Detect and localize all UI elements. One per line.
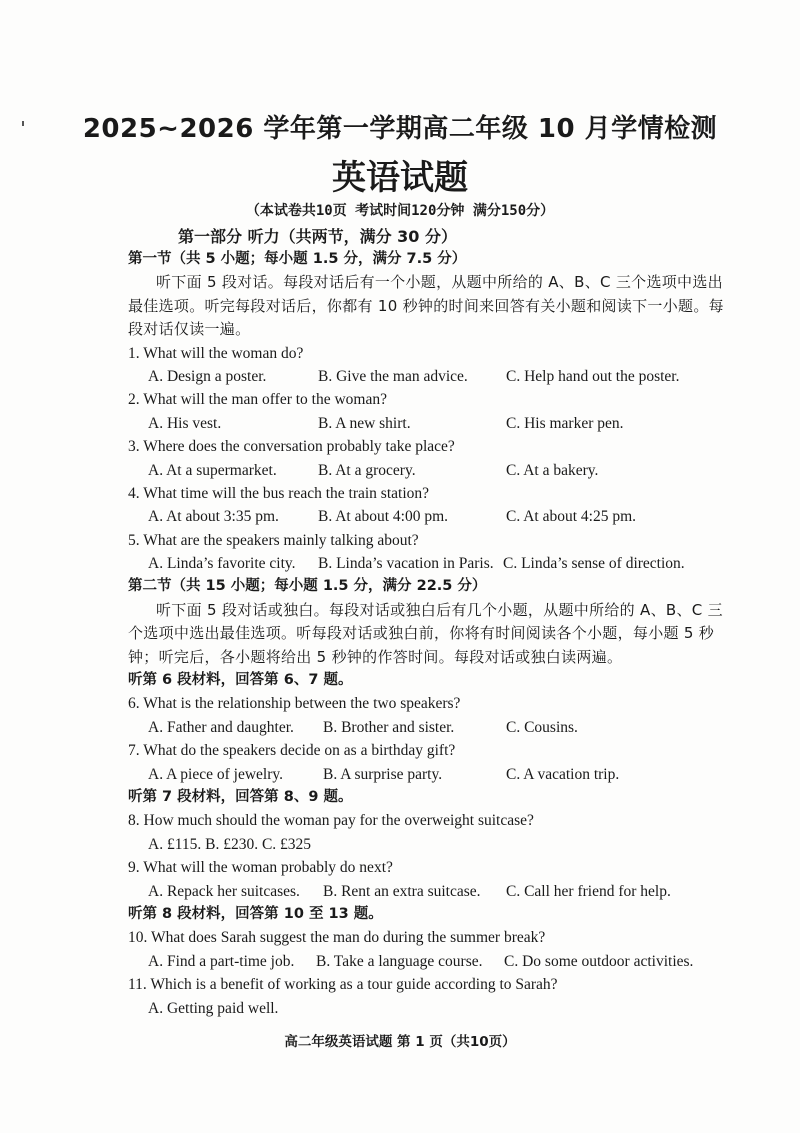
question-options-3 [128, 459, 748, 482]
section1-instructions-line2: 最佳选项。听完每段对话后，你都有 10 秒钟的时间来回答有关小题和阅读下一小题。每 [128, 296, 724, 315]
exam-info: （本试卷共10页 考试时间120分钟 满分150分） [245, 203, 555, 219]
section1-heading: 第一节（共 5 小题；每小题 1.5 分，满分 7.5 分） [128, 251, 467, 267]
section2-instructions-line1: 听下面 5 段对话或独白。每段对话或独白后有几个小题，从题中所给的 A、B、C 三 [156, 600, 723, 619]
option-c: C. Call her friend for help. [506, 882, 671, 900]
question-stem-11: 11. Which is a benefit of working as a tour guide according to Sarah? [128, 976, 558, 994]
question-options-2 [128, 412, 748, 435]
option-a: A. Repack her suitcases. [148, 882, 300, 900]
question-stem-6: 6. What is the relationship between the two speakers? [128, 695, 461, 713]
option-c: C. A vacation trip. [506, 765, 620, 783]
option-c: C. Cousins. [506, 718, 578, 736]
section2-instructions-line3: 钟；听完后，各小题将给出 5 秒钟的作答时间。每段对话或独白读两遍。 [128, 647, 623, 666]
question-options-1 [128, 365, 748, 388]
material-6-heading: 听第 6 段材料，回答第 6、7 题。 [128, 672, 353, 689]
option-c: C. At about 4:25 pm. [506, 508, 637, 526]
question-options-11 [128, 997, 748, 1020]
option-b: B. Linda’s vacation in Paris. [318, 555, 494, 573]
question-content [128, 248, 748, 1020]
option-c: C. Help hand out the poster. [506, 367, 680, 385]
option-a: A. At about 3:35 pm. [148, 508, 279, 526]
question-options-4 [128, 505, 748, 528]
option-b: B. Rent an extra suitcase. [323, 882, 481, 900]
question-options-8 [128, 833, 748, 856]
option-b: B. A surprise party. [323, 765, 443, 783]
option-a: A. Getting paid well. [148, 999, 279, 1017]
section1-instructions-line3: 段对话仅读一遍。 [128, 320, 251, 339]
question-stem-10: 10. What does Sarah suggest the man do during the summer break? [128, 929, 546, 947]
question-options-6 [128, 716, 748, 739]
option-c: C. At a bakery. [506, 461, 599, 479]
exam-title: 2025~2026 学年第一学期高二年级 10 月学情检测 [82, 114, 718, 144]
section2-heading: 第二节（共 15 小题；每小题 1.5 分，满分 22.5 分） [128, 578, 487, 595]
question-stem-2: 2. What will the man offer to the woman? [128, 391, 387, 409]
option-b: B. Give the man advice. [318, 367, 468, 385]
option-a: A. Find a part-time job. [148, 952, 295, 970]
question-options-7 [128, 763, 748, 786]
question-stem-5: 5. What are the speakers mainly talking about? [128, 531, 419, 549]
option-b: B. Brother and sister. [323, 718, 455, 736]
material-8-heading: 听第 8 段材料，回答第 10 至 13 题。 [128, 905, 383, 922]
option-b: B. A new shirt. [318, 414, 411, 432]
option-b: B. At a grocery. [318, 461, 416, 479]
option-a: A. At a supermarket. [148, 461, 277, 479]
page-footer: 高二年级英语试题 第 1 页（共10页） [284, 1034, 516, 1050]
option-a: A. A piece of jewelry. [148, 765, 284, 783]
option-b: B. Take a language course. [316, 952, 483, 970]
options-line: A. £115. B. £230. C. £325 [148, 835, 312, 853]
option-c: C. Linda’s sense of direction. [503, 555, 685, 573]
subject-title: 英语试题 [332, 158, 468, 198]
option-a: A. His vest. [148, 414, 222, 432]
section1-instructions-line1: 听下面 5 段对话。每段对话后有一个小题，从题中所给的 A、B、C 三个选项中选出 [156, 273, 723, 292]
option-c: C. Do some outdoor activities. [504, 952, 694, 970]
option-c: C. His marker pen. [506, 414, 624, 432]
option-a: A. Linda’s favorite city. [148, 555, 296, 573]
question-options-10 [128, 950, 748, 973]
part1-heading: 第一部分 听力（共两节，满分 30 分） [178, 227, 457, 246]
question-stem-1: 1. What will the woman do? [128, 344, 304, 362]
option-a: A. Design a poster. [148, 367, 267, 385]
question-options-5 [128, 552, 748, 575]
question-stem-7: 7. What do the speakers decide on as a birthday gift? [128, 742, 456, 760]
section2-instructions-line2: 个选项中选出最佳选项。听每段对话或独白前，你将有时间阅读各个小题，每小题 5 秒 [128, 624, 715, 643]
option-b: B. At about 4:00 pm. [318, 508, 449, 526]
question-options-9 [128, 880, 748, 903]
question-stem-8: 8. How much should the woman pay for the overweight suitcase? [128, 812, 534, 830]
question-stem-9: 9. What will the woman probably do next? [128, 859, 393, 877]
option-a: A. Father and daughter. [148, 718, 294, 736]
material-7-heading: 听第 7 段材料，回答第 8、9 题。 [128, 788, 353, 805]
question-stem-4: 4. What time will the bus reach the train station? [128, 484, 430, 502]
question-stem-3: 3. Where does the conversation probably take place? [128, 438, 455, 456]
